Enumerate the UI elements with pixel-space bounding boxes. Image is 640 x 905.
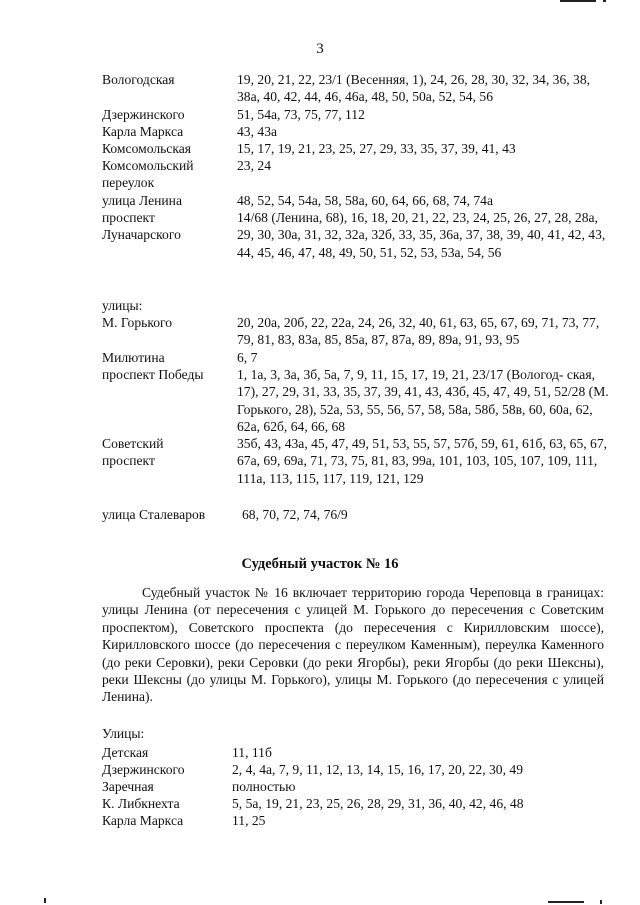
house-numbers: 48, 52, 54, 54а, 58, 58а, 60, 64, 66, 68, 74, 74а (237, 193, 493, 208)
street-name: проспект Луначарского (102, 210, 181, 243)
house-numbers: 19, 20, 21, 22, 23/1 (Весенняя, 1), 24, 26, 28, 30, 32, 34, 36, 38, 38а, 40, 42, 44, 46, 46а, 48, 50, 50а, 52, 54, 56 (237, 72, 591, 105)
scan-mark-bottom-right-small (600, 900, 602, 904)
streets-heading: Улицы: (102, 726, 145, 741)
street-name: Комсомольский переулок (102, 158, 194, 191)
house-numbers: 2, 4, 4а, 7, 9, 11, 12, 13, 14, 15, 16, 17, 20, 22, 30, 49 (232, 762, 523, 777)
house-numbers: 23, 24 (237, 158, 271, 173)
page-number: 3 (316, 41, 324, 57)
street-name: К. Либкнехта (102, 796, 180, 811)
section-heading: Судебный участок № 16 (241, 556, 399, 572)
house-numbers: 11, 25 (232, 813, 266, 828)
scan-mark-top-right (560, 0, 596, 2)
street-name: Карла Маркса (102, 124, 184, 139)
street-name: Вологодская (102, 72, 175, 87)
house-numbers: 14/68 (Ленина, 68), 16, 18, 20, 21, 22, 23, 24, 25, 26, 27, 28, 28а, 29, 30, 30а, 31, 32, 32а, 32б, 33, 35, 36а, 37, 38, 39, 40, 41, 42, 43, 44, 45, 46, 47, 48, 49, 50, 51, 52, 53, 53а, 54, 56 (237, 210, 606, 260)
house-numbers: 1, 1а, 3, 3а, 3б, 5а, 7, 9, 11, 15, 17, 19, 21, 23/17 (Вологод- ская, 17), 27, 29, 31, 33, 35, 37, 39, 41, 43, 43б, 45, 47, 49, 51, 52/28 (М. Горького, 28), 52а, 53, 55, 56, 57, 58, 58а, 58б, 58в, 60, 60а, 62, 62а, 62б, 64, 66, 68 (237, 367, 609, 434)
house-numbers: 20, 20а, 20б, 22, 22а, 24, 26, 32, 40, 61, 63, 65, 67, 69, 71, 73, 77, 79, 81, 83, 83а, 85, 85а, 87, 87а, 89, 89а, 91, 93, 95 (237, 315, 600, 348)
group-label: улицы: (102, 298, 143, 313)
street-name: улица Ленина (102, 193, 182, 208)
house-numbers: 6, 7 (237, 350, 258, 365)
house-numbers: 68, 70, 72, 74, 76/9 (242, 507, 348, 522)
street-name: улица Сталеваров (102, 507, 206, 522)
street-name: Комсомольская (102, 141, 192, 156)
street-name: М. Горького (102, 315, 173, 330)
house-numbers: 11, 11б (232, 745, 272, 760)
house-numbers: 15, 17, 19, 21, 23, 25, 27, 29, 33, 35, 37, 39, 41, 43 (237, 141, 516, 156)
street-name: Карла Маркса (102, 813, 184, 828)
scan-mark-bottom-right (548, 901, 584, 903)
street-name: Детская (102, 745, 149, 760)
house-numbers: 5, 5а, 19, 21, 23, 25, 26, 28, 29, 31, 36, 40, 42, 46, 48 (232, 796, 524, 811)
scan-mark-top-right-small (603, 0, 606, 2)
street-name: Дзержинского (102, 107, 185, 122)
street-name: проспект Победы (102, 367, 204, 382)
street-name: Советский проспект (102, 436, 164, 469)
street-name: Дзержинского (102, 762, 185, 777)
house-numbers: 43, 43а (237, 124, 278, 139)
house-numbers: 51, 54а, 73, 75, 77, 112 (237, 107, 365, 122)
house-numbers: 35б, 43, 43а, 45, 47, 49, 51, 53, 55, 57, 57б, 59, 61, 61б, 63, 65, 67, 67а, 69, 69а, 71, 73, 75, 81, 83, 99а, 101, 103, 105, 107, 109, 111, 111а, 113, 115, 117, 119, 121, 129 (237, 436, 608, 486)
house-numbers: полностью (232, 779, 296, 794)
scan-mark-bottom-left (44, 898, 46, 903)
street-name: Милютина (102, 350, 165, 365)
section-description: Судебный участок № 16 включает территорию города Череповца в границах: улицы Ленина (от пересечения с улицей М. Горького до пересечения с Советским проспектом), Советского проспекта (до пересечения с Кирилловским шоссе), Кирилловского шоссе (до пересечения с переулком Каменным), переулка Каменного (до реки Серовки), реки Серовки (до реки Ягорбы), реки Ягорбы (до реки Шексны), реки Шексны (до улицы М. Горького), улицы М. Горького (до пересечения с улицей Ленина). (102, 585, 604, 705)
street-name: Заречная (102, 779, 154, 794)
